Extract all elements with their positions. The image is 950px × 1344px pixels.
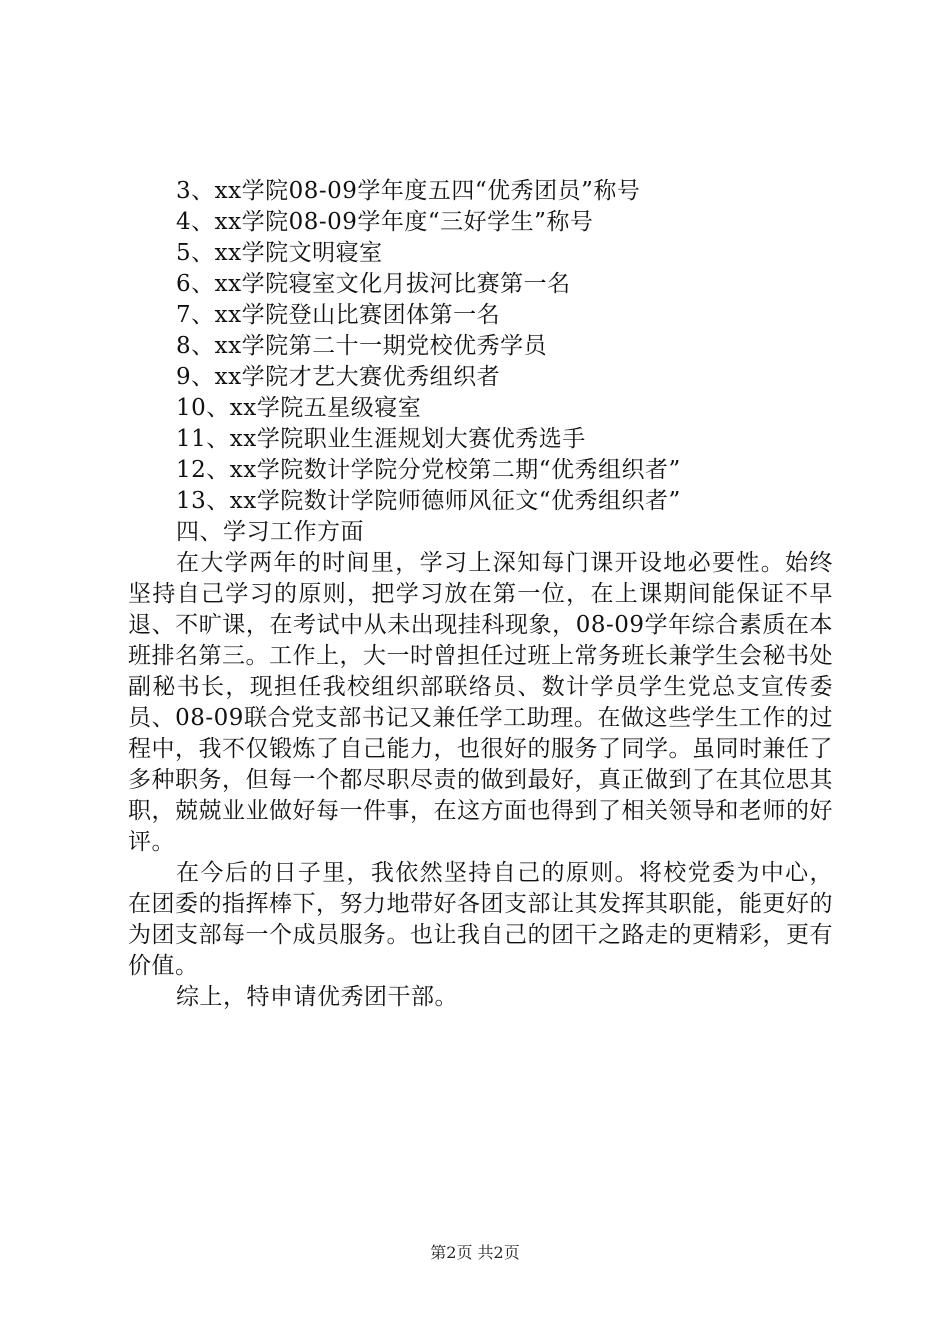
future-plan-paragraph: 在今后的日子里，我依然坚持自己的原则。将校党委为中心，在团委的指挥棒下，努力地带好各团支部让其发挥其职能，能更好的为团支部每一个成员服务。也让我自己的团干之路走的更精彩，更有价值。	[128, 860, 833, 979]
award-item: 3、xx学院08-09学年度五四“优秀团员”称号	[176, 178, 641, 204]
award-item: 9、xx学院才艺大赛优秀组织者	[176, 364, 501, 390]
page-footer: 第2页 共2页	[430, 1243, 520, 1262]
award-item: 8、xx学院第二十一期党校优秀学员	[176, 333, 548, 359]
conclusion-paragraph: 综上，特申请优秀团干部。	[176, 984, 458, 1010]
document-body	[128, 176, 833, 1013]
award-item: 7、xx学院登山比赛团体第一名	[176, 302, 501, 328]
study-work-paragraph: 在大学两年的时间里，学习上深知每门课开设地必要性。始终坚持自己学习的原则，把学习放在第一位，在上课期间能保证不早退、不旷课，在考试中从未出现挂科现象，08-09学年综合素质在本班排名第三。工作上，大一时曾担任过班上常务班长兼学生会秘书处副秘书长，现担任我校组织部联络员、数计学员学生党总支宣传委员、08-09联合党支部书记又兼任学工助理。在做这些学生工作的过程中，我不仅锻炼了自己能力，也很好的服务了同学。虽同时兼任了多种职务，但每一个都尽职尽责的做到最好，真正做到了在其位思其职，兢兢业业做好每一件事，在这方面也得到了相关领导和老师的好评。	[128, 550, 833, 855]
award-item: 4、xx学院08-09学年度“三好学生”称号	[176, 209, 594, 235]
award-item: 12、xx学院数计学院分党校第二期“优秀组织者”	[176, 457, 681, 483]
award-item: 5、xx学院文明寝室	[176, 240, 383, 266]
award-item: 6、xx学院寝室文化月拔河比赛第一名	[176, 271, 571, 297]
award-item: 10、xx学院五星级寝室	[176, 395, 422, 421]
section-heading: 四、学习工作方面	[176, 519, 364, 545]
award-item: 11、xx学院职业生涯规划大赛优秀选手	[176, 426, 586, 452]
award-item: 13、xx学院数计学院师德师风征文“优秀组织者”	[176, 488, 681, 514]
